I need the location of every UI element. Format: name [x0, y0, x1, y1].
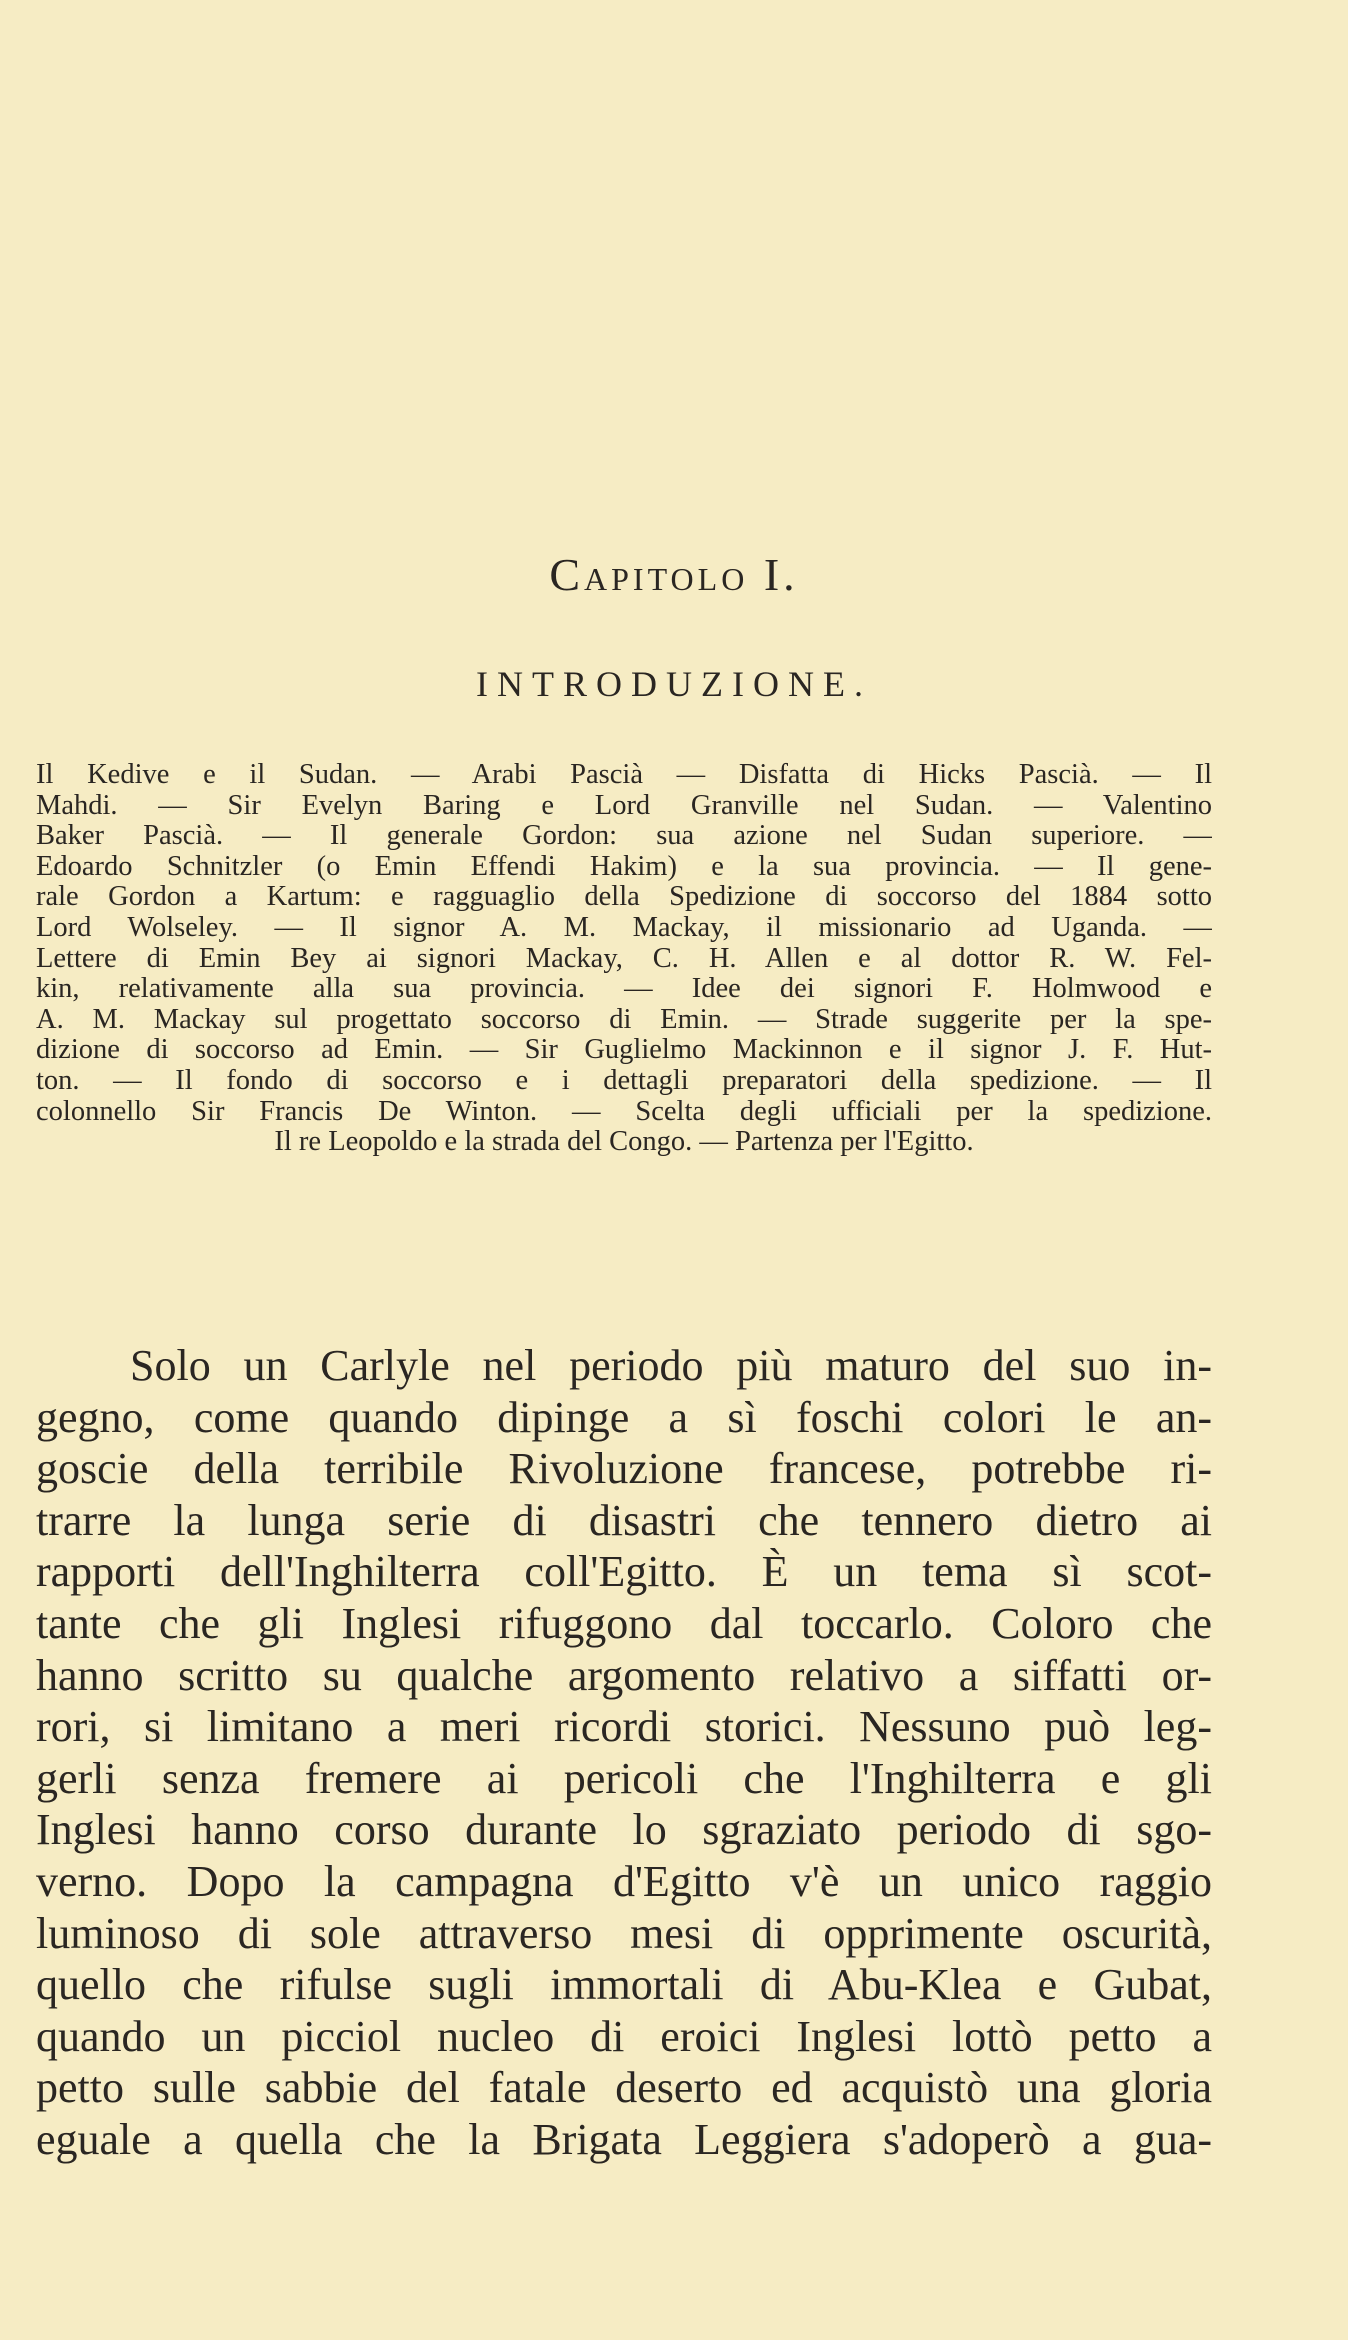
summary-line: dizione di soccorso ad Emin. — Sir Guglielmo Mackinnon e il signor J. F. Hut-	[36, 1035, 1212, 1066]
summary-line: Il Kedive e il Sudan. — Arabi Pascià — Disfatta di Hicks Pascià. — Il	[36, 760, 1212, 790]
body-line: verno. Dopo la campagna d'Egitto v'è un unico raggio	[36, 1856, 1212, 1906]
summary-line: Il re Leopoldo e la strada del Congo. — Partenza per l'Egitto.	[274, 1127, 974, 1158]
summary-line: Lettere di Emin Bey ai signori Mackay, C. H. Allen e al dottor R. W. Fel-	[36, 943, 1212, 974]
summary-line: Edoardo Schnitzler (o Emin Effendi Hakim) e la sua provincia. — Il gene-	[36, 851, 1212, 882]
body-line: petto sulle sabbie del fatale deserto ed acquistò una gloria	[36, 2063, 1212, 2113]
body-line: rapporti dell'Inghilterra coll'Egitto. È un tema sì scot-	[36, 1547, 1212, 1597]
body-line: hanno scritto su qualche argomento relativo a siffatti or-	[36, 1650, 1212, 1700]
body-line: Solo un Carlyle nel periodo più maturo del suo in-	[130, 1341, 1212, 1390]
summary-line: Lord Wolseley. — Il signor A. M. Mackay, il missionario ad Uganda. —	[36, 912, 1212, 943]
chapter-title: Capitolo I.	[549, 549, 799, 600]
body-line: quando un picciol nucleo di eroici Inglesi lottò petto a	[36, 2011, 1212, 2061]
body-line: luminoso di sole attraverso mesi di opprimente oscurità,	[36, 1908, 1212, 1958]
summary-line: kin, relativamente alla sua provincia. — Idee dei signori F. Holmwood e	[36, 974, 1212, 1005]
body-line: quello che rifulse sugli immortali di Abu-Klea e Gubat,	[36, 1960, 1212, 2010]
body-line: gerli senza fremere ai pericoli che l'Inghilterra e gli	[36, 1753, 1212, 1803]
section-title: INTRODUZIONE.	[476, 664, 872, 704]
body-line: rori, si limitano a meri ricordi storici. Nessuno può leg-	[36, 1702, 1212, 1752]
body-line: Inglesi hanno corso durante lo sgraziato periodo di sgo-	[36, 1805, 1212, 1855]
summary-line: rale Gordon a Kartum: e ragguaglio della Spedizione di soccorso del 1884 sotto	[36, 882, 1212, 913]
body-paragraph	[36, 1340, 1212, 2166]
summary-line: Baker Pascià. — Il generale Gordon: sua azione nel Sudan superiore. —	[36, 821, 1212, 852]
summary-line: A. M. Mackay sul progettato soccorso di Emin. — Strade suggerite per la spe-	[36, 1004, 1212, 1035]
body-line: trarre la lunga serie di disastri che tennero dietro ai	[36, 1495, 1212, 1545]
body-line: goscie della terribile Rivoluzione francese, potrebbe ri-	[36, 1444, 1212, 1494]
chapter-summary	[36, 760, 1212, 1158]
body-line: gegno, come quando dipinge a sì foschi colori le an-	[36, 1392, 1212, 1442]
body-line: eguale a quella che la Brigata Leggiera s'adoperò a gua-	[36, 2114, 1212, 2164]
body-line: tante che gli Inglesi rifuggono dal toccarlo. Coloro che	[36, 1598, 1212, 1648]
summary-line: ton. — Il fondo di soccorso e i dettagli preparatori della spedizione. — Il	[36, 1065, 1212, 1096]
summary-line: Mahdi. — Sir Evelyn Baring e Lord Granville nel Sudan. — Valentino	[36, 790, 1212, 821]
summary-line: colonnello Sir Francis De Winton. — Scelta degli ufficiali per la spedizione.	[36, 1096, 1212, 1127]
